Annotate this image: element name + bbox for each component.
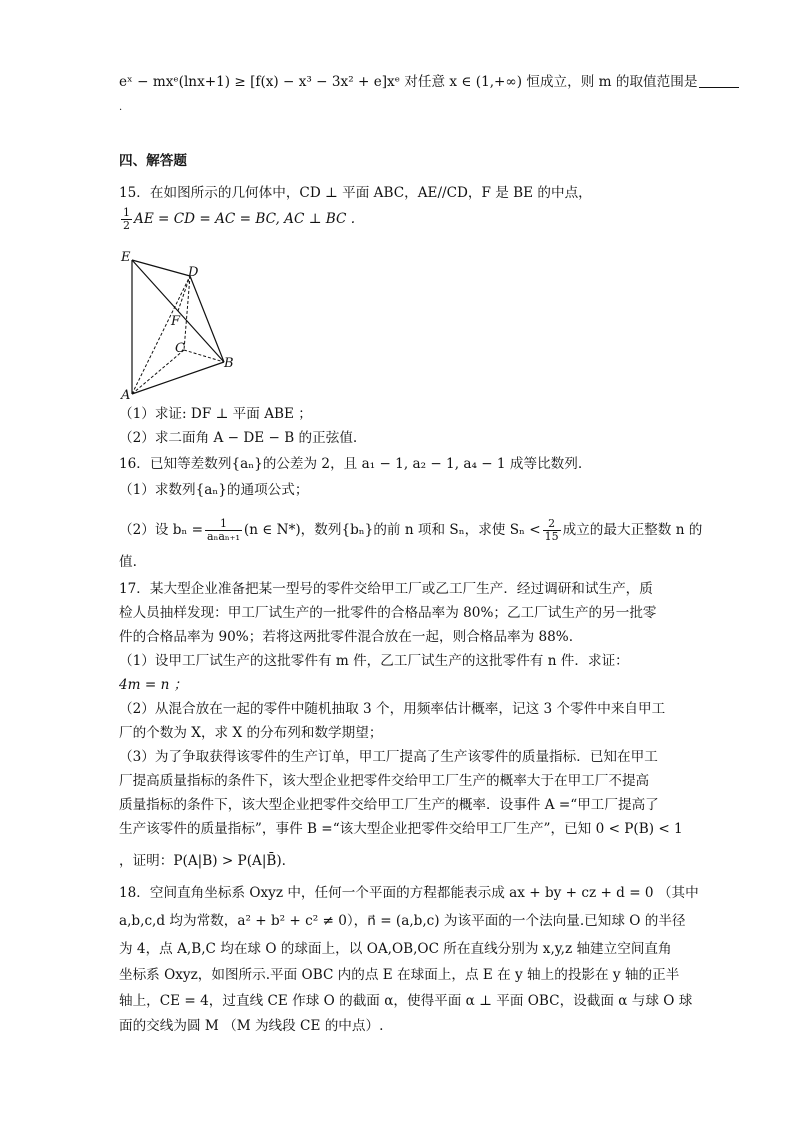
answer-blank [699,73,739,88]
half-fraction: $\frac{1}{2}$ [123,206,130,232]
q16-stem: 16．已知等差数列{aₙ}的公差为 2，且 a₁ − 1, a₂ − 1, a₄ − 1 成等比数列. [119,456,583,472]
label-C: C [175,341,185,356]
prev-question-line: eˣ − mxᵉ(lnx+1) ≥ [f(x) − x³ − 3x² + e]xᵉ 对任意 x ∈ (1,+∞) 恒成立，则 m 的取值范围是 [119,72,739,92]
section-title: 四、解答题 [119,153,187,169]
q18-line3: 为 4，点 A,B,C 均在球 O 的球面上，以 OA,OB,OC 所在直线分别为 x,y,z 轴建立空间直角 [119,941,672,957]
bn-fraction: $\frac{1}{\text{aₙaₙ₊₁}}$ [207,517,240,543]
q17-line2: 检人员抽样发现：甲工厂试生产的一批零件的合格品率为 80%；乙工厂试生产的另一批零 [119,605,657,621]
q15-stem: 15．在如图所示的几何体中，CD ⊥ 平面 ABC，AE//CD，F 是 BE 的中点， [119,185,592,201]
q16-part1: （1）求数列{aₙ}的通项公式； [119,482,309,498]
label-F: F [171,314,181,329]
q16-part2: （2）设 bₙ = $\frac{1}{\text{aₙaₙ₊₁}}$ (n ∈ N*)，数列{bₙ}的前 n 项和 Sₙ，求使 Sₙ < $\frac{2}{15}$ 成立的最大正整数 n 的 [119,517,703,543]
q17-line9: 厂提高质量指标的条件下，该大型企业把零件交给甲工厂生产的概率大于在甲工厂不提高 [119,773,650,789]
q17-line4: （1）设甲工厂试生产的这批零件有 m 件，乙工厂试生产的这批零件有 n 件．求证： [119,653,629,669]
q18-line5: 轴上，CE = 4，过直线 CE 作球 O 的截面 α，使得平面 α ⊥ 平面 OBC，设截面 α 与球 O 球 [119,993,693,1009]
label-A: A [121,388,131,402]
q18-line1: 18．空间直角坐标系 Oxyz 中，任何一个平面的方程都能表示成 ax + by + cz + d = 0 （其中 [119,885,699,901]
label-E: E [121,250,131,265]
q17-line8: （3）为了争取获得该零件的生产订单，甲工厂提高了生产该零件的质量指标．已知在甲工 [119,749,658,765]
q17-line11: 生产该零件的质量指标”，事件 B =“该大型企业把零件交给甲工厂生产”，已知 0 < P(B) < 1 [119,821,683,837]
q17-line1: 17．某大型企业准备把某一型号的零件交给甲工厂或乙工厂生产．经过调研和试生产，质 [119,581,653,597]
q18-line2: a,b,c,d 均为常数，a² + b² + c² ≠ 0），n⃗ = (a,b,c) 为该平面的一个法向量.已知球 O 的半径 [119,913,686,929]
label-B: B [224,356,234,371]
q17-line3: 件的合格品率为 90%；若将这两批零件混合放在一起，则合格品率为 88%. [119,629,574,645]
geometry-figure [116,246,246,402]
q16-part2-end: 值. [119,554,137,570]
q15-part1: （1）求证: DF ⊥ 平面 ABE ； [119,406,312,422]
q17-line6: （2）从混合放在一起的零件中随机抽取 3 个，用频率估计概率，记这 3 个零件中来自甲工 [119,701,666,717]
prev-question-period: . [119,102,123,113]
q17-line5: 4m = n ； [119,677,188,693]
q17-line7: 厂的个数为 X，求 X 的分布列和数学期望； [119,725,383,741]
q15-part2: （2）求二面角 A − DE − B 的正弦值. [119,430,358,446]
q18-line4: 坐标系 Oxyz，如图所示.平面 OBC 内的点 E 在球面上，点 E 在 y 轴上的投影在 y 轴的正半 [119,967,680,983]
label-D: D [188,265,199,280]
bound-fraction: $\frac{2}{15}$ [544,517,559,543]
q15-condition: $\frac{1}{2}$ AE = CD = AC = BC, AC ⊥ BC . [123,206,356,232]
q17-line12: ，证明：P(A|B) > P(A|B̄). [119,853,287,869]
q18-line6: 面的交线为圆 M （M 为线段 CE 的中点）. [119,1018,384,1034]
q17-line10: 质量指标的条件下，该大型企业把零件交给甲工厂生产的概率．设事件 A =“甲工厂提高了 [119,797,659,813]
